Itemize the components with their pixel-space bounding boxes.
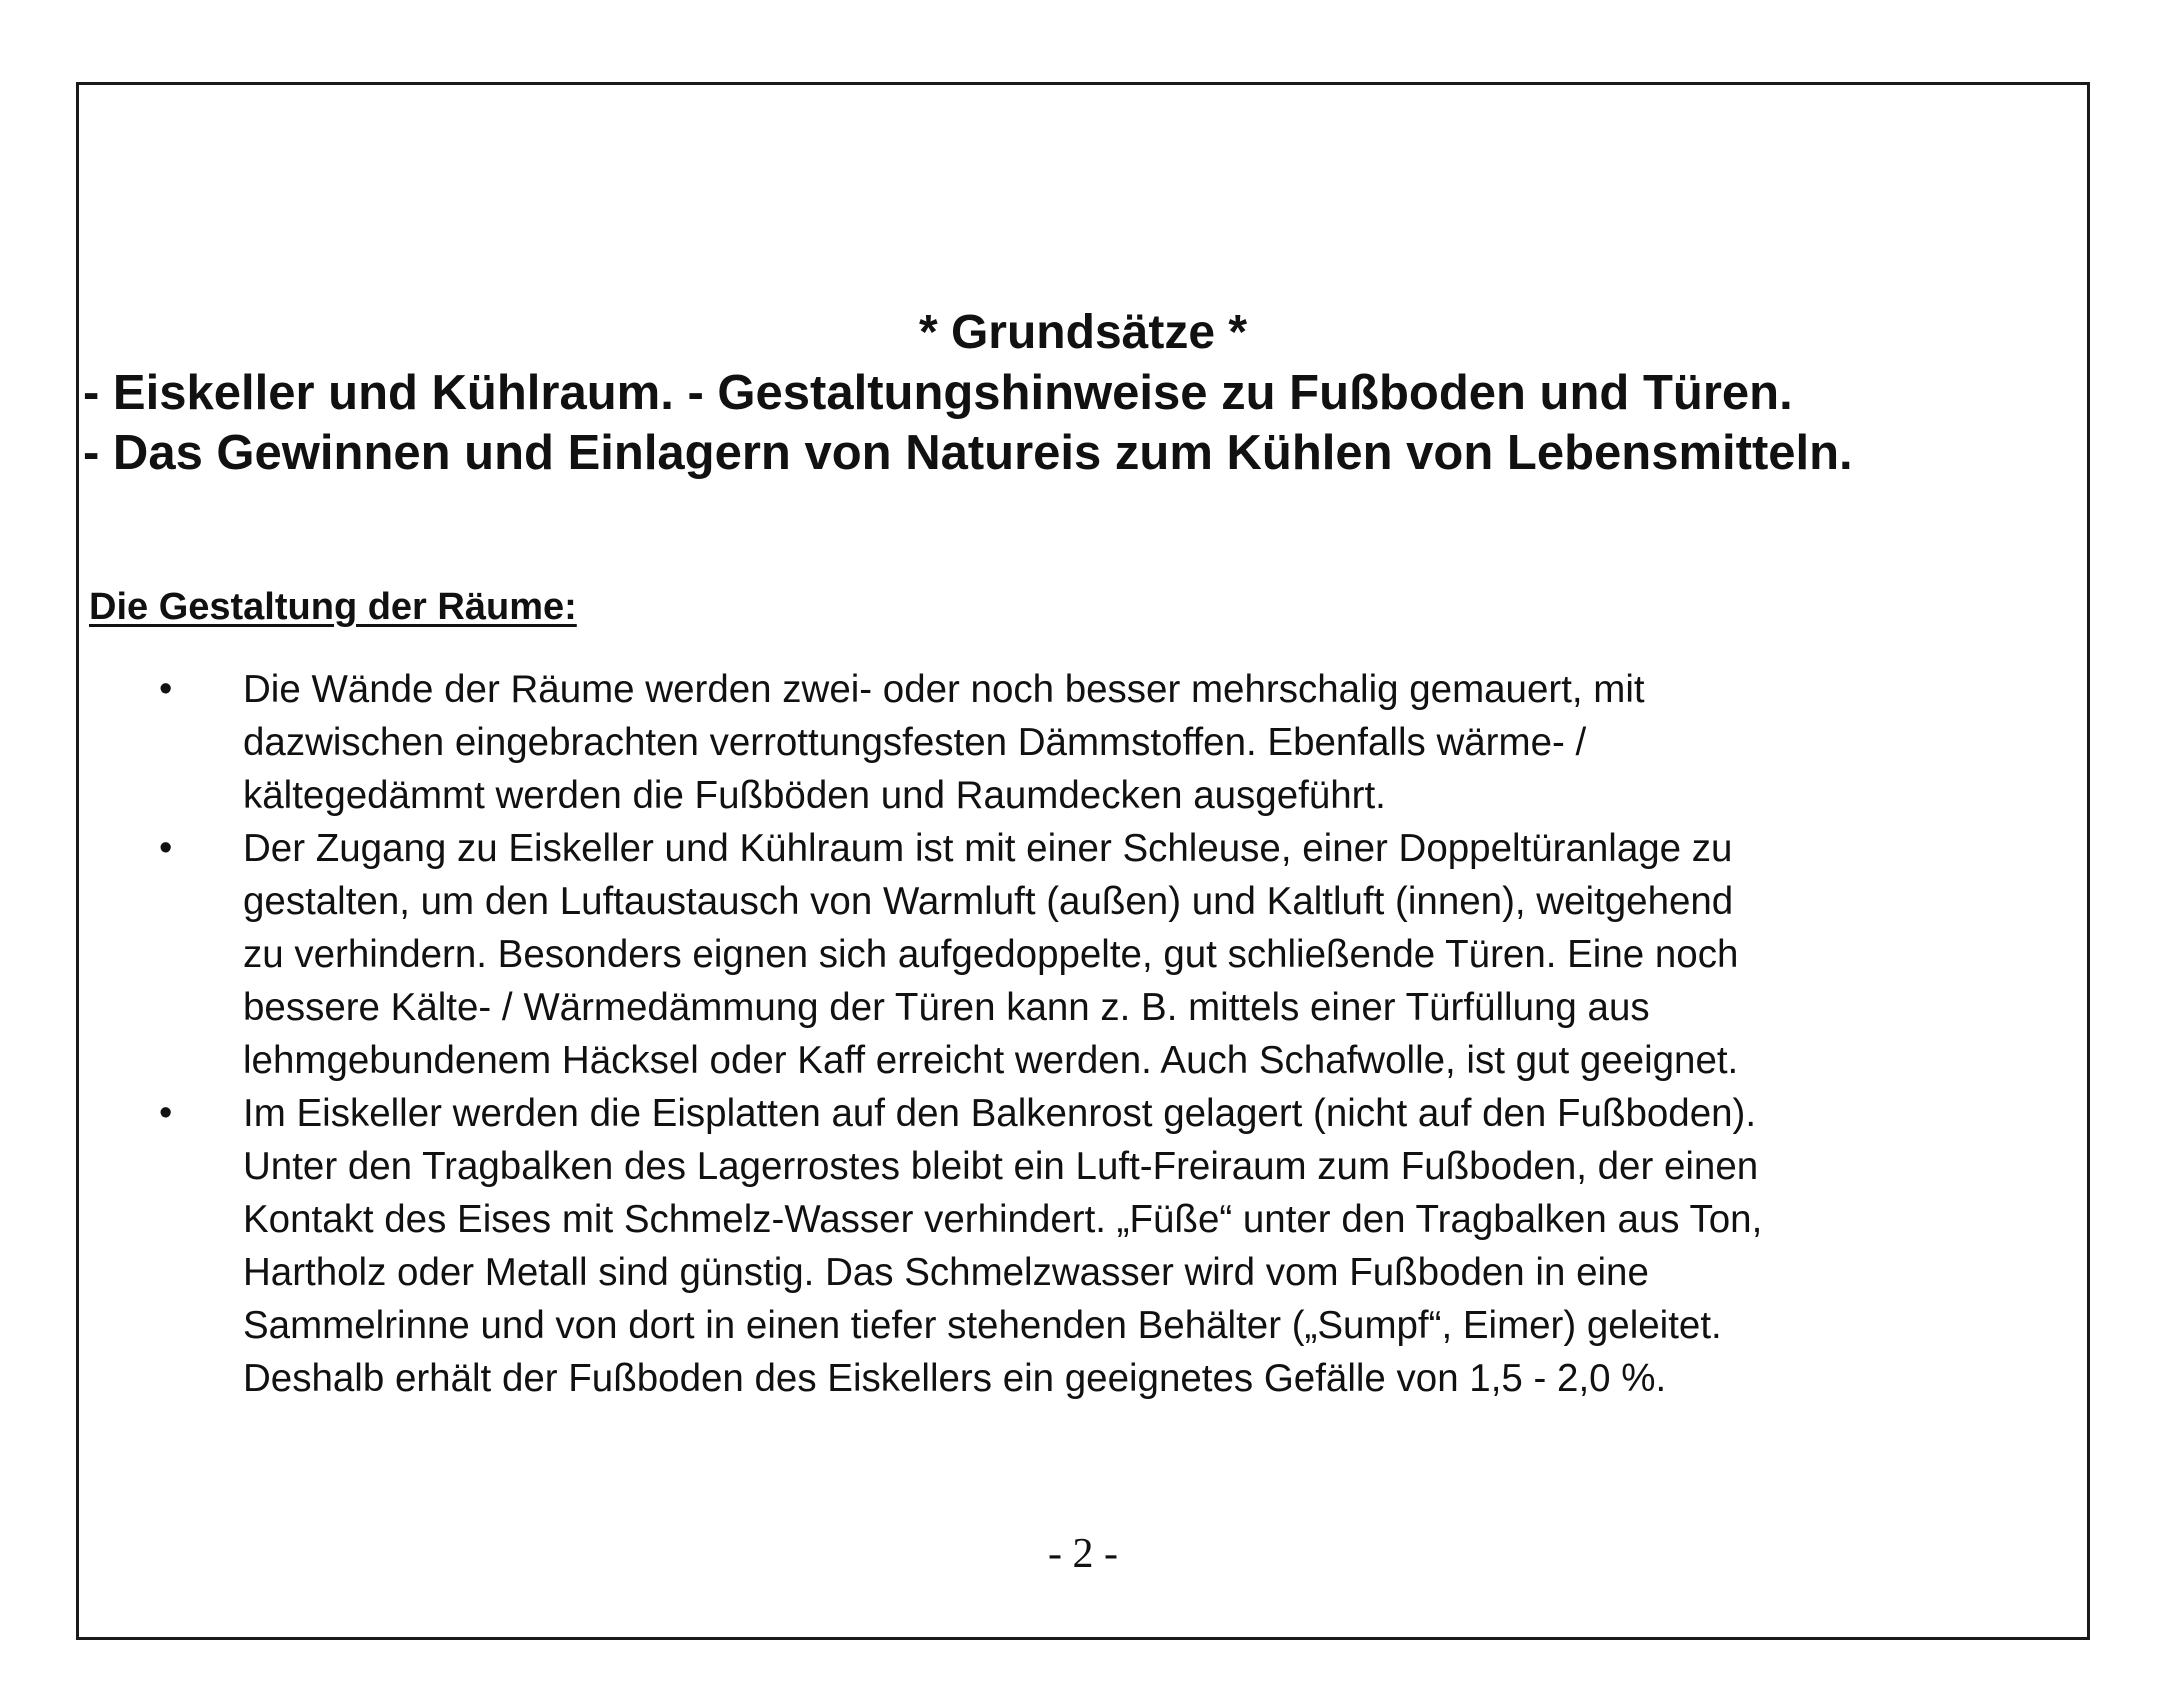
bullet-text-line: gestalten, um den Luftaustausch von Warmluft (außen) und Kaltluft (innen), weitgehend xyxy=(243,880,1734,923)
bullet-item-ice-storage xyxy=(159,1087,2149,1405)
page-frame xyxy=(76,82,2090,1640)
page-number: - 2 - xyxy=(1048,1531,1118,1577)
bullet-text-line: lehmgebundenem Häcksel oder Kaff erreicht werden. Auch Schafwolle, ist gut geeignet. xyxy=(243,1039,1739,1082)
subtitle-line-1: - Eiskeller und Kühlraum. - Gestaltungshinweise zu Fußboden und Türen. xyxy=(83,366,1793,420)
bullet-icon: • xyxy=(159,1092,173,1134)
bullet-text-line: Sammelrinne und von dort in einen tiefer stehenden Behälter („Sumpf“, Eimer) geleitet. xyxy=(243,1304,1722,1347)
bullet-text-line: zu verhindern. Besonders eignen sich aufgedoppelte, gut schließende Türen. Eine noch xyxy=(243,933,1739,976)
bullet-text-line: kältegedämmt werden die Fußböden und Raumdecken ausgeführt. xyxy=(243,774,1386,817)
bullet-text-line: Kontakt des Eises mit Schmelz-Wasser verhindert. „Füße“ unter den Tragbalken aus Ton, xyxy=(243,1198,1763,1241)
bullet-text-line: Im Eiskeller werden die Eisplatten auf den Balkenrost gelagert (nicht auf den Fußboden). xyxy=(243,1092,1757,1135)
bullet-text-line: Der Zugang zu Eiskeller und Kühlraum ist mit einer Schleuse, einer Doppeltüranlage zu xyxy=(243,827,1733,870)
bullet-item-walls xyxy=(159,663,2149,822)
section-heading: Die Gestaltung der Räume: xyxy=(89,586,577,628)
bullet-icon: • xyxy=(159,827,173,869)
page-title: * Grundsätze * xyxy=(918,306,1248,359)
bullet-text-line: dazwischen eingebrachten verrottungsfesten Dämmstoffen. Ebenfalls wärme- / xyxy=(243,721,1587,764)
bullet-text-line: Hartholz oder Metall sind günstig. Das Schmelzwasser wird vom Fußboden in eine xyxy=(243,1251,1649,1294)
bullet-text-line: Unter den Tragbalken des Lagerrostes bleibt ein Luft-Freiraum zum Fußboden, der einen xyxy=(243,1145,1759,1188)
bullet-item-access xyxy=(159,822,2149,1087)
bullet-text-line: Deshalb erhält der Fußboden des Eiskellers ein geeignetes Gefälle von 1,5 - 2,0 %. xyxy=(243,1357,1667,1400)
bullet-text-line: Die Wände der Räume werden zwei- oder noch besser mehrschalig gemauert, mit xyxy=(243,668,1645,711)
bullet-text-line: bessere Kälte- / Wärmedämmung der Türen kann z. B. mittels einer Türfüllung aus xyxy=(243,986,1650,1029)
subtitle-line-2: - Das Gewinnen und Einlagern von Natureis zum Kühlen von Lebensmitteln. xyxy=(83,426,1853,480)
bullet-list xyxy=(159,663,2149,1405)
bullet-icon: • xyxy=(159,668,173,710)
